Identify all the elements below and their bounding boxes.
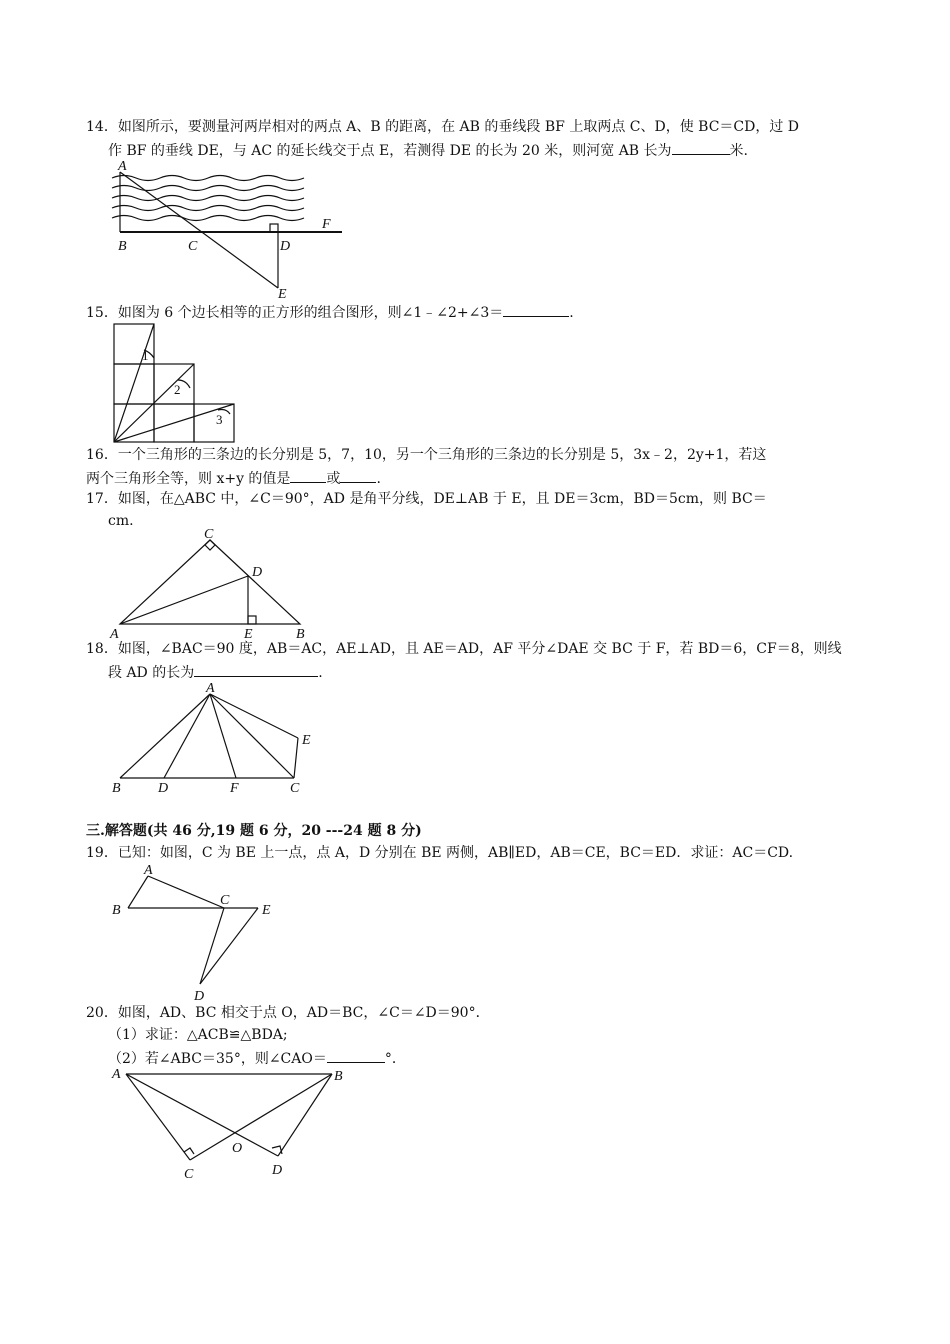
q14-segment-ae — [120, 172, 278, 288]
q20-part2-a: （2）若∠ABC＝35°，则∠CAO＝ — [108, 1051, 327, 1067]
q15-label-angle-2: 2 — [174, 382, 181, 397]
q19-label-e: E — [262, 903, 271, 918]
q15-label-angle-1: 1 — [142, 348, 149, 363]
q20-segment-ad — [126, 1074, 278, 1156]
q19-segment-ac — [148, 876, 224, 908]
q16-text-line2-a: 两个三角形全等，则 x+y 的值是 — [86, 471, 291, 487]
q18-label-a: A — [206, 681, 215, 696]
q17-label-c: C — [204, 527, 214, 542]
q20-part1: （1）求证：△ACB≌△BDA; — [108, 1027, 288, 1043]
q14-answer-blank[interactable] — [672, 140, 730, 155]
q14-text-line1: 14．如图所示，要测量河两岸相对的两点 A、B 的距离，在 AB 的垂线段 BF 上取两点 C、D，使 BC＝CD，过 D — [86, 119, 800, 135]
q17-text-line2: cm. — [108, 513, 134, 529]
q14-figure — [106, 160, 356, 300]
q20-label-b: B — [334, 1069, 343, 1084]
q14-label-b: B — [118, 239, 127, 254]
q20-label-o: O — [232, 1141, 243, 1156]
q14-label-d: D — [280, 239, 291, 254]
q19-label-d: D — [194, 989, 205, 1004]
q15-text-b: . — [569, 305, 574, 321]
q16-text-line2-b: 或 — [326, 471, 341, 487]
q18-answer-blank[interactable] — [194, 662, 318, 677]
q14-text-line2-b: 米. — [729, 143, 748, 159]
q18-label-f: F — [230, 781, 239, 796]
q14-label-a: A — [118, 159, 127, 174]
q18-segment-ae — [210, 694, 298, 738]
q19-label-a: A — [144, 863, 153, 878]
q15-text — [86, 302, 574, 322]
q14-label-e: E — [278, 287, 287, 302]
q15-diagonal-1 — [114, 324, 154, 442]
q14-label-f: F — [322, 217, 331, 232]
q18-segment-ad — [164, 694, 210, 778]
q18-text-line2-b: . — [318, 665, 323, 681]
q19-figure — [108, 862, 278, 1002]
q16-answer-blank-2[interactable] — [340, 468, 376, 483]
q20-segment-ac — [126, 1074, 190, 1160]
q17-label-e: E — [244, 627, 253, 642]
q17-right-angle-mark-e — [248, 616, 256, 624]
q15-label-angle-3: 3 — [216, 412, 223, 427]
q20-figure — [106, 1064, 356, 1184]
q14-text-line2-a: 作 BF 的垂线 DE，与 AC 的延长线交于点 E，若测得 DE 的长为 20 米，则河宽 AB 长为 — [108, 143, 672, 159]
q20-part2-b: °． — [384, 1051, 406, 1067]
q16-text-line2 — [86, 468, 381, 488]
q18-figure — [106, 680, 326, 800]
q17-label-b: B — [296, 627, 305, 642]
q18-segment-ab — [120, 694, 210, 778]
q18-text-line1: 18．如图，∠BAC＝90 度，AB＝AC，AE⊥AD，且 AE＝AD，AF 平分∠DAE 交 BC 于 F，若 BD＝6，CF＝8，则线 — [86, 641, 842, 657]
q17-segment-ad — [120, 576, 248, 624]
q18-label-c: C — [290, 781, 300, 796]
q15-text-a: 15．如图为 6 个边长相等的正方形的组合图形，则∠1﹣∠2+∠3＝ — [86, 305, 504, 321]
q14-label-c: C — [188, 239, 198, 254]
q15-answer-blank[interactable] — [503, 302, 569, 317]
q17-label-d: D — [252, 565, 263, 580]
q20-label-d: D — [272, 1163, 283, 1178]
q19-segment-ed — [200, 908, 258, 984]
q17-triangle-abc — [120, 540, 300, 624]
q16-answer-blank-1[interactable] — [290, 468, 326, 483]
q14-text-line2 — [108, 140, 748, 160]
q19-label-b: B — [112, 903, 121, 918]
q19-segment-ab — [128, 876, 148, 908]
q16-text-line2-c: . — [376, 471, 381, 487]
q16-text-line1: 16．一个三角形的三条边的长分别是 5，7，10，另一个三角形的三条边的长分别是 5，3x﹣2，2y+1，若这 — [86, 447, 767, 463]
q18-label-b: B — [112, 781, 121, 796]
q18-text-line2 — [108, 662, 323, 682]
q18-text-line2-a: 段 AD 的长为 — [108, 665, 195, 681]
q20-segment-db — [278, 1074, 332, 1156]
q17-text-line1: 17．如图，在△ABC 中，∠C＝90°，AD 是角平分线，DE⊥AB 于 E，且 DE＝3cm，BD＝5cm，则 BC＝ — [86, 491, 767, 507]
q19-segment-cd — [200, 908, 224, 984]
q19-text-line1: 19．已知：如图，C 为 BE 上一点，点 A，D 分别在 BE 两侧，AB∥ED，AB＝CE，BC＝ED．求证：AC＝CD. — [86, 845, 794, 861]
q14-right-angle-mark — [270, 224, 278, 232]
q18-label-d: D — [158, 781, 169, 796]
q18-label-e: E — [302, 733, 311, 748]
q18-segment-ec — [294, 738, 298, 778]
q15-figure — [110, 322, 240, 446]
q14-river-waves — [112, 176, 304, 221]
section-3-heading: 三.解答题(共 46 分,19 题 6 分，20 ---24 题 8 分) — [86, 823, 422, 839]
q19-label-c: C — [220, 893, 230, 908]
q17-figure — [106, 526, 316, 642]
q20-label-c: C — [184, 1167, 194, 1182]
q20-answer-blank[interactable] — [327, 1048, 385, 1063]
q20-text-line1: 20．如图，AD、BC 相交于点 O，AD＝BC，∠C＝∠D＝90°． — [86, 1005, 490, 1021]
q20-label-a: A — [112, 1067, 121, 1082]
q17-label-a: A — [110, 627, 119, 642]
